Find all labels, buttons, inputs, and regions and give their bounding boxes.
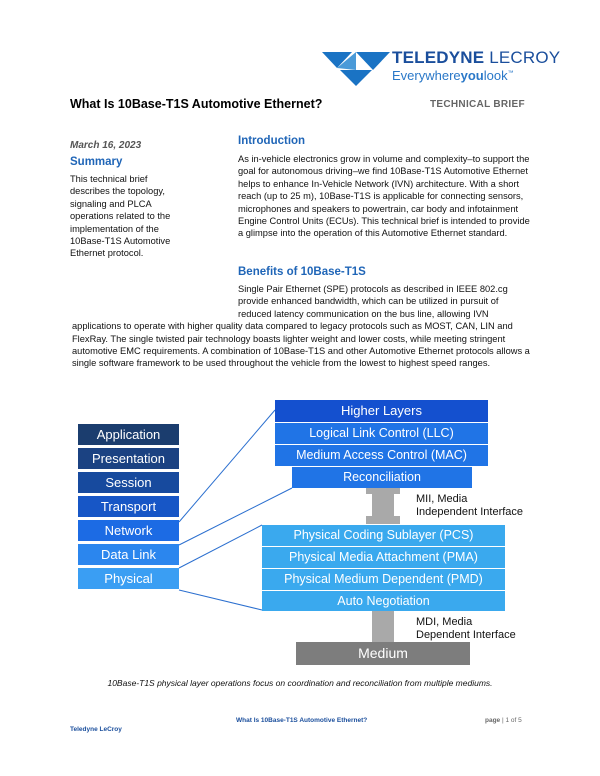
benefits-heading: Benefits of 10Base-T1S: [238, 266, 366, 278]
osi-layer-application: Application: [78, 424, 179, 445]
mdi-connector-stem: [372, 611, 394, 642]
brand-name: TELEDYNE LECROY: [392, 48, 561, 67]
figure-caption: 10Base-T1S physical layer operations focus on coordination and reconciliation from multiple mediums.: [107, 678, 493, 688]
block-reconciliation: Reconciliation: [292, 467, 472, 488]
introduction-text: As in-vehicle electronics grow in volume and complexity–to support the goal for autonomous driving–we find 10Base-T1S Automotive Ethernet helps to enhance In-Vehicle Network (IVN) architecture. With a short reach (up to 25 m), 10Base-T1S is applicable for connecting sensors, microphones and speakers to powertrain, car body and infotainment Engine Control Units (ECUs). This technical brief is intended to provide a glimpse into the operation of this Automotive Ethernet standard.: [238, 154, 530, 239]
document-type: TECHNICAL BRIEF: [430, 99, 525, 110]
block-higher-layers: Higher Layers: [275, 400, 488, 422]
introduction-heading: Introduction: [238, 135, 306, 147]
summary-heading: Summary: [70, 156, 123, 168]
mdi-label: MDI, Media Dependent Interface: [416, 616, 516, 641]
mii-connector-stem: [372, 494, 394, 516]
footer-company: Teledyne LeCroy: [70, 726, 122, 733]
benefits-text: Single Pair Ethernet (SPE) protocols as described in IEEE 802.cg provide enhanced bandwidth, which can be utilized in pursuit of reduced latency communication on the bus line, allowing IVN applications to operate with higher quality data compared to legacy protocols such as MOST, CAN, LIN and FlexRay. The single twisted pair technology boasts lighter weight and lower costs, while meeting stringent automotive EMC requirements. A combination of 10Base-T1S and other Automotive Ethernet protocols allows a single software framework to be used throughout the vehicle from the lowest to highest speed ranges.: [72, 284, 530, 369]
block-llc: Logical Link Control (LLC): [275, 423, 488, 444]
summary-text: This technical brief describes the topology, signaling and PLCA operations related to the implementation of the 10Base-T1S Automotive Ethernet protocol.: [70, 174, 171, 259]
block-mac: Medium Access Control (MAC): [275, 445, 488, 466]
block-pma: Physical Media Attachment (PMA): [262, 547, 505, 568]
osi-layer-session: Session: [78, 472, 179, 493]
document-title: What Is 10Base-T1S Automotive Ethernet?: [70, 97, 323, 111]
footer-document-title: What Is 10Base-T1S Automotive Ethernet?: [236, 717, 368, 724]
osi-layer-data-link: Data Link: [78, 544, 179, 565]
mii-connector-bottom: [366, 516, 400, 524]
brand-tagline: Everywhereyoulook™: [392, 68, 514, 83]
publish-date: March 16, 2023: [70, 140, 142, 151]
footer-page-number: page | 1 of 5: [485, 717, 522, 724]
osi-layer-physical: Physical: [78, 568, 179, 589]
block-medium: Medium: [296, 642, 470, 665]
osi-layer-presentation: Presentation: [78, 448, 179, 469]
block-auto-negotiation: Auto Negotiation: [262, 591, 505, 611]
osi-layer-transport: Transport: [78, 496, 179, 517]
mii-label: MII, Media Independent Interface: [416, 493, 524, 518]
block-pcs: Physical Coding Sublayer (PCS): [262, 525, 505, 546]
block-pmd: Physical Medium Dependent (PMD): [262, 569, 505, 590]
osi-layer-network: Network: [78, 520, 179, 541]
